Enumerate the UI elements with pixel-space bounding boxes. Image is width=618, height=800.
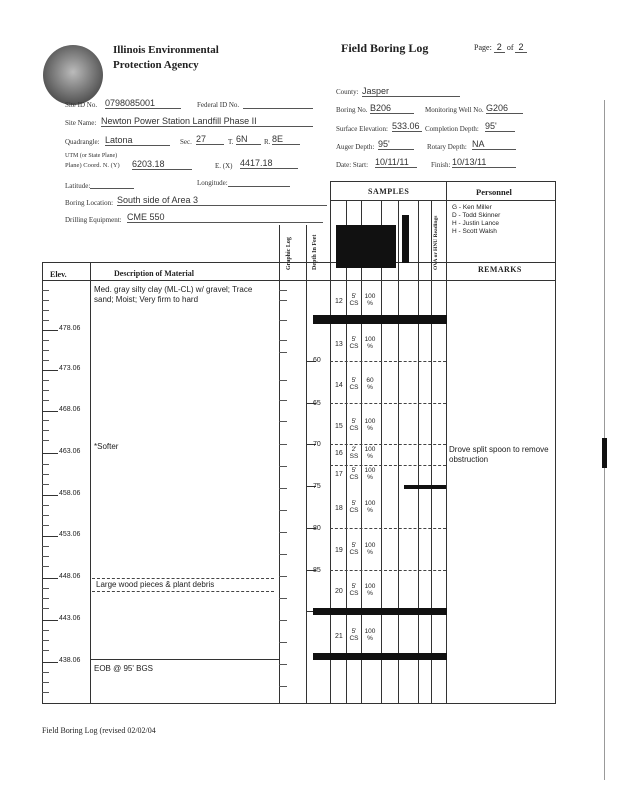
material-description: Large wood pieces & plant debris — [92, 578, 274, 592]
of-label: of — [506, 43, 514, 52]
sample-row-line — [330, 361, 446, 362]
sample-col-divider-3 — [381, 200, 382, 703]
page-indicator: Page: 2 of 2 — [474, 42, 527, 52]
depth-col-divider — [330, 181, 331, 703]
samples-title: SAMPLES — [368, 187, 410, 196]
ova-header: OVA or HNU Readings — [433, 215, 439, 270]
sample-type: 5' CS — [349, 418, 359, 432]
sample-type: 5' CS — [349, 628, 359, 642]
rotary-depth-value: NA — [472, 139, 516, 150]
elev-label: 473.06 — [59, 365, 81, 372]
personnel-3: H - Justin Lance — [452, 220, 499, 227]
sample-row-line — [330, 465, 446, 466]
sample-type: 5' CS — [349, 377, 359, 391]
drilling-equipment-label: Drilling Equipment: — [65, 216, 122, 224]
table-right-edge — [555, 181, 556, 703]
elev-line-443 — [42, 620, 58, 621]
sample-type: 2' SS — [349, 446, 359, 460]
county-value: Jasper — [362, 86, 460, 97]
sample-col-divider-2 — [361, 200, 362, 703]
elev-label: 443.06 — [59, 615, 81, 622]
sample-number: 21 — [335, 633, 343, 640]
finish-label: Finish: — [431, 161, 451, 169]
longitude-label: Longitude: — [197, 179, 228, 187]
depth-label: 60 — [313, 357, 321, 364]
elev-label: 478.06 — [59, 325, 81, 332]
federal-id-line — [243, 108, 313, 109]
depth-label: 70 — [313, 441, 321, 448]
remark-text: Drove split spoon to remove obstruction — [449, 445, 549, 464]
auger-depth-value: 95' — [378, 139, 414, 150]
sample-type: 5' CS — [349, 542, 359, 556]
site-name-value: Newton Power Station Landfill Phase II — [101, 116, 313, 127]
r-label: R. — [264, 138, 271, 146]
elev-line-458 — [42, 495, 58, 496]
material-description: Med. gray silty clay (ML-CL) w/ gravel; Trace sand; Moist; Very firm to hard — [94, 285, 253, 304]
federal-id-label: Federal ID No. — [197, 101, 240, 109]
sample-type: 5' CS — [349, 467, 359, 481]
sample-number: 13 — [335, 341, 343, 348]
footer-revision: Field Boring Log (revised 02/02/04 — [42, 726, 156, 735]
monitoring-well-label: Monitoring Well No. — [425, 106, 484, 114]
sample-type: 5' CS — [349, 293, 359, 307]
n-y-value: 6203.18 — [132, 159, 192, 170]
sample-col-divider-5 — [418, 200, 419, 703]
elev-line-473 — [42, 370, 58, 371]
county-label: County: — [336, 88, 359, 96]
sample-recovery: 100 % — [364, 293, 376, 307]
sample-number: 17 — [335, 471, 343, 478]
sample-number: 15 — [335, 423, 343, 430]
eob-line — [90, 659, 279, 660]
depth-label: 80 — [313, 525, 321, 532]
remarks-col-divider — [446, 181, 447, 703]
depth-header: Depth In Feet — [312, 234, 318, 270]
sample-number: 14 — [335, 382, 343, 389]
sample-number: 12 — [335, 298, 343, 305]
sample-recovery: 100 % — [364, 446, 376, 460]
elev-label: 448.06 — [59, 573, 81, 580]
finish-value: 10/13/11 — [452, 157, 516, 168]
elev-line-468 — [42, 411, 58, 412]
sample-type: 5' CS — [349, 583, 359, 597]
table-left-edge — [42, 262, 43, 703]
sample-recovery: 100 % — [364, 336, 376, 350]
redacted-header-block-2 — [402, 215, 409, 263]
depth-label: 65 — [313, 400, 321, 407]
sample-recovery: 100 % — [364, 542, 376, 556]
auger-depth-label: Auger Depth: — [336, 143, 375, 151]
boring-no-label: Boring No. — [336, 106, 368, 114]
sample-row-line — [330, 444, 446, 445]
site-id-value: 0798085001 — [105, 98, 181, 109]
e-x-value: 4417.18 — [240, 158, 298, 169]
depth-label: 75 — [313, 483, 321, 490]
r-value: 8E — [272, 134, 300, 145]
latitude-label: Latitude: — [65, 182, 91, 190]
personnel-title: Personnel — [476, 187, 512, 197]
surface-elevation-label: Surface Elevation: — [336, 125, 388, 133]
form-title: Field Boring Log — [341, 41, 429, 55]
elev-line-438 — [42, 662, 58, 663]
samples-header-line — [330, 200, 446, 201]
sample-recovery: 100 % — [364, 467, 376, 481]
rotary-depth-label: Rotary Depth: — [427, 143, 467, 151]
elev-line-448 — [42, 578, 58, 579]
run-break-bar — [313, 608, 447, 615]
completion-depth-value: 95' — [485, 121, 515, 132]
utm-label-1: UTM (or State Plane) — [65, 153, 118, 159]
quadrangle-value: Latona — [105, 135, 170, 146]
agency-name-line2: Protection Agency — [113, 59, 199, 71]
column-header-bottom-line — [42, 280, 556, 281]
sample-number: 19 — [335, 547, 343, 554]
graphic-log-header: Graphic Log — [286, 237, 292, 270]
drilling-equipment-value: CME 550 — [127, 212, 323, 223]
personnel-4: H - Scott Walsh — [452, 228, 497, 235]
page-number: 2 — [494, 42, 505, 53]
sample-col-divider-6 — [431, 200, 432, 703]
table-bottom-line — [42, 703, 556, 704]
run-break-bar — [404, 485, 446, 489]
page-label: Page — [474, 43, 490, 52]
sec-value: 27 — [196, 134, 224, 145]
site-id-label: Site ID No. — [65, 101, 98, 109]
boring-location-value: South side of Area 3 — [117, 195, 327, 206]
sample-col-divider-4 — [398, 200, 399, 703]
table-top-line — [330, 181, 556, 182]
sample-recovery: 100 % — [364, 500, 376, 514]
sample-row-line — [330, 403, 446, 404]
e-x-label: E. (X) — [215, 162, 233, 170]
page-total: 2 — [515, 42, 526, 53]
elev-label: 458.06 — [59, 490, 81, 497]
desc-col-divider — [279, 225, 280, 703]
boring-location-label: Boring Location: — [65, 199, 114, 207]
run-break-bar — [313, 315, 447, 324]
remarks-header: REMARKS — [478, 265, 522, 274]
sample-recovery: 60 % — [366, 377, 374, 391]
remarks-divider-line — [446, 262, 556, 263]
sample-number: 16 — [335, 450, 343, 457]
surface-elevation-value: 533.06 — [392, 121, 422, 132]
sample-number: 20 — [335, 588, 343, 595]
sample-recovery: 100 % — [364, 628, 376, 642]
elev-label: 463.06 — [59, 448, 81, 455]
date-start-label: Date: Start: — [336, 161, 369, 169]
sample-recovery: 100 % — [364, 583, 376, 597]
site-name-label: Site Name: — [65, 119, 97, 127]
utm-label-2: Plane) Coord. N. (Y) — [65, 162, 120, 169]
agency-name-line1: Illinois Environmental — [113, 44, 219, 56]
t-label: T. — [228, 138, 234, 146]
material-description: EOB @ 95' BGS — [94, 664, 154, 673]
sample-row-line — [330, 528, 446, 529]
redacted-header-block-1 — [336, 225, 396, 268]
binding-mark — [602, 438, 607, 468]
elev-col-divider — [90, 262, 91, 703]
elev-line-478 — [42, 330, 58, 331]
sample-col-divider-1 — [346, 200, 347, 703]
elev-label: 468.06 — [59, 406, 81, 413]
personnel-header-line — [446, 200, 556, 201]
elev-line-463 — [42, 453, 58, 454]
desc-header: Description of Material — [114, 269, 194, 278]
elev-header: Elev. — [50, 270, 67, 279]
completion-depth-label: Completion Depth: — [425, 125, 479, 133]
boring-log-table — [42, 181, 556, 703]
elev-label: 453.06 — [59, 531, 81, 538]
sample-row-line — [330, 570, 446, 571]
material-description: *Softer — [94, 442, 119, 451]
sec-label: Sec. — [180, 138, 192, 146]
personnel-1: G - Ken Miller — [452, 204, 492, 211]
sample-type: 5' CS — [349, 336, 359, 350]
date-start-value: 10/11/11 — [375, 157, 417, 168]
agency-seal — [43, 45, 103, 105]
sample-recovery: 100 % — [364, 418, 376, 432]
personnel-2: D - Todd Skinner — [452, 212, 501, 219]
sample-type: 5' CS — [349, 500, 359, 514]
sample-number: 18 — [335, 505, 343, 512]
quadrangle-label: Quadrangle: — [65, 138, 100, 146]
monitoring-well-value: G206 — [486, 103, 523, 114]
t-value: 6N — [236, 134, 261, 145]
elev-label: 438.06 — [59, 657, 81, 664]
graphic-col-divider — [306, 225, 307, 703]
elev-line-453 — [42, 536, 58, 537]
depth-label: 85 — [313, 567, 321, 574]
boring-no-value: B206 — [370, 103, 414, 114]
run-break-bar — [313, 653, 447, 660]
